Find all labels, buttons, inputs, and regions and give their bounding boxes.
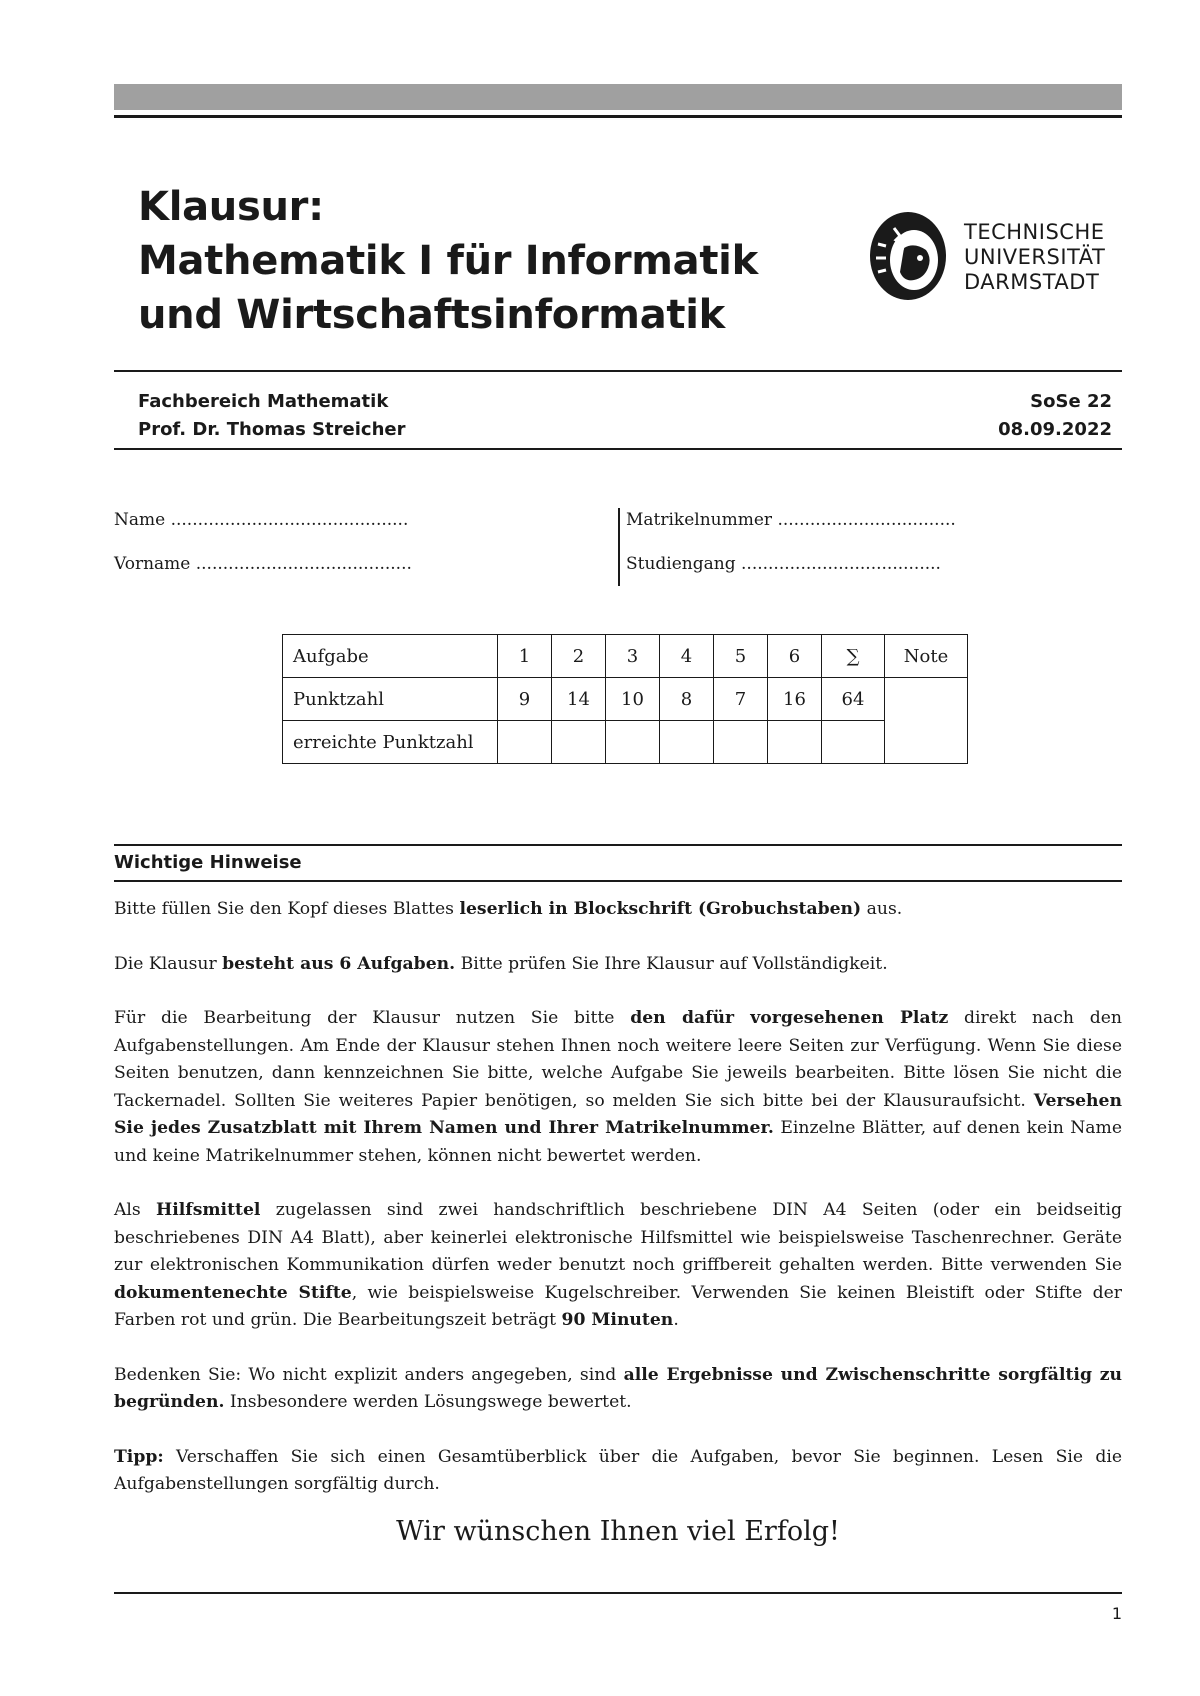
hint-emphasis: Tipp: [114,1446,164,1467]
hint-emphasis: 90 Minuten [561,1310,674,1330]
department: Fachbereich Mathematik [138,391,389,412]
page-number: 1 [1111,1604,1122,1623]
title-line-1: Klausur: [138,184,324,230]
hint-text: , wie beispielsweise Kugelschreiber. Verwenden Sie keinen Bleistift oder Stifte der Farben rot und grün. Die Bearbeitungszeit beträgt [114,1282,1123,1330]
hint-text: Einzelne Blätter, auf denen kein Name und keine Matrikelnummer stehen, können nicht bewertet werden. [114,1118,1122,1166]
hints-heading: Wichtige Hinweise [114,844,1122,882]
studiengang-field[interactable]: Studiengang ..................................... [626,554,941,574]
note-header: Note [885,635,968,678]
page-title [138,180,758,342]
achieved-cell[interactable] [768,721,822,764]
closing-wish: Wir wünschen Ihnen viel Erfolg! [396,1516,840,1547]
points-cell: 16 [768,678,822,721]
hint-paragraph [114,1444,1122,1499]
divider [114,448,1122,450]
tu-darmstadt-logo [864,208,1104,304]
logo-line-3: DARMSTADT [964,270,1100,294]
points-total: 64 [822,678,885,721]
task-number: 6 [768,635,822,678]
hint-emphasis: dokumentenechte Stifte [114,1282,352,1303]
logo-line-1: TECHNISCHE [964,220,1105,244]
achieved-cell[interactable] [714,721,768,764]
hints-body [114,896,1122,1526]
achieved-cell[interactable] [498,721,552,764]
hint-text: Als [114,1200,156,1220]
hint-text: Bitte prüfen Sie Ihre Klausur auf Vollständigkeit. [455,953,888,974]
hint-text: Bitte füllen Sie den Kopf dieses Blattes [114,899,460,919]
hint-emphasis: besteht aus 6 Aufgaben. [222,953,456,974]
hint-text: direkt nach den Aufgabenstellungen. Am Ende der Klausur stehen Ihnen noch weitere leere Seiten zur Verfügung. Wenn Sie diese Seiten benutzen, dann kennzeichnen Sie bitte, welche Aufgabe Sie jeweils bearbeiten. Bitte lösen Sie nicht die Tackernadel. Sollten Sie weiteres Papier benötigen, so melden Sie sich bitte bei der Klausuraufsicht. [114,1008,1122,1111]
hint-emphasis: Hilfsmittel [156,1200,261,1220]
task-number: 4 [660,635,714,678]
athena-head-icon [864,208,954,304]
points-cell: 9 [498,678,552,721]
hint-text: Die Klausur [114,953,223,974]
hint-paragraph [114,1362,1122,1417]
hint-emphasis: den dafür vorgesehenen Platz [630,1008,949,1028]
task-number: 1 [498,635,552,678]
hint-text: . [673,1310,679,1330]
vorname-field[interactable]: Vorname ........................................ [114,554,412,574]
header-bar [114,84,1122,110]
score-table [282,634,968,764]
row-label-erreichte-punktzahl: erreichte Punktzahl [283,721,498,764]
hint-text: zugelassen sind zwei handschriftlich beschriebene DIN A4 Seiten (oder ein beidseitig beschriebenes DIN A4 Blatt), aber keinerlei elektronische Hilfsmittel wie beispielsweise Taschenrechner. Geräte zur elektronischen Kommunikation dürfen weder benutzt noch griffbereit gehalten werden. Bitte verwenden Sie [114,1200,1122,1275]
field-separator [618,508,620,586]
table-row [283,678,968,721]
title-line-2: Mathematik I für Informatik [138,238,758,284]
hint-text: Verschaffen Sie sich einen Gesamtüberblick über die Aufgaben, bevor Sie beginnen. Lesen Sie die Aufgabenstellungen sorgfältig durch. [114,1446,1122,1494]
note-cell[interactable] [885,678,968,764]
achieved-cell[interactable] [606,721,660,764]
exam-date: 08.09.2022 [998,419,1112,440]
points-cell: 10 [606,678,660,721]
professor: Prof. Dr. Thomas Streicher [138,419,406,440]
task-number: 3 [606,635,660,678]
table-row [283,721,968,764]
hint-paragraph [114,896,1122,924]
row-label-punktzahl: Punktzahl [283,678,498,721]
hint-emphasis: alle Ergebnisse und Zwischenschritte sorgfältig zu begründen. [114,1364,1122,1412]
hint-text: aus. [861,899,903,919]
hint-emphasis: leserlich in Blockschrift (Grobuchstaben) [459,899,862,919]
divider [114,370,1122,372]
sum-symbol: ∑ [822,635,885,678]
hint-text: Bedenken Sie: Wo nicht explizit anders angegeben, sind [114,1364,624,1385]
hint-text: Für die Bearbeitung der Klausur nutzen Sie bitte [114,1008,631,1028]
row-label-aufgabe: Aufgabe [283,635,498,678]
table-row [283,635,968,678]
points-cell: 7 [714,678,768,721]
footer-rule [114,1592,1122,1594]
title-line-3: und Wirtschaftsinformatik [138,292,725,338]
logo-wordmark [964,220,1105,295]
hint-paragraph [114,1197,1122,1335]
hint-paragraph [114,1005,1122,1170]
logo-line-2: UNIVERSITÄT [964,245,1106,269]
achieved-cell[interactable] [660,721,714,764]
course-meta [138,388,1112,444]
hint-emphasis: Versehen Sie jedes Zusatzblatt mit Ihrem Namen und Ihrer Matrikelnummer. [114,1090,1122,1138]
task-number: 5 [714,635,768,678]
points-cell: 14 [552,678,606,721]
achieved-total-cell[interactable] [822,721,885,764]
semester: SoSe 22 [1030,391,1112,412]
points-cell: 8 [660,678,714,721]
header-rule [114,115,1122,118]
name-field[interactable]: Name ............................................ [114,510,409,530]
task-number: 2 [552,635,606,678]
hint-paragraph [114,951,1122,979]
matrikelnummer-field[interactable]: Matrikelnummer ................................. [626,510,956,530]
hint-text: Insbesondere werden Lösungswege bewertet. [224,1392,632,1412]
achieved-cell[interactable] [552,721,606,764]
